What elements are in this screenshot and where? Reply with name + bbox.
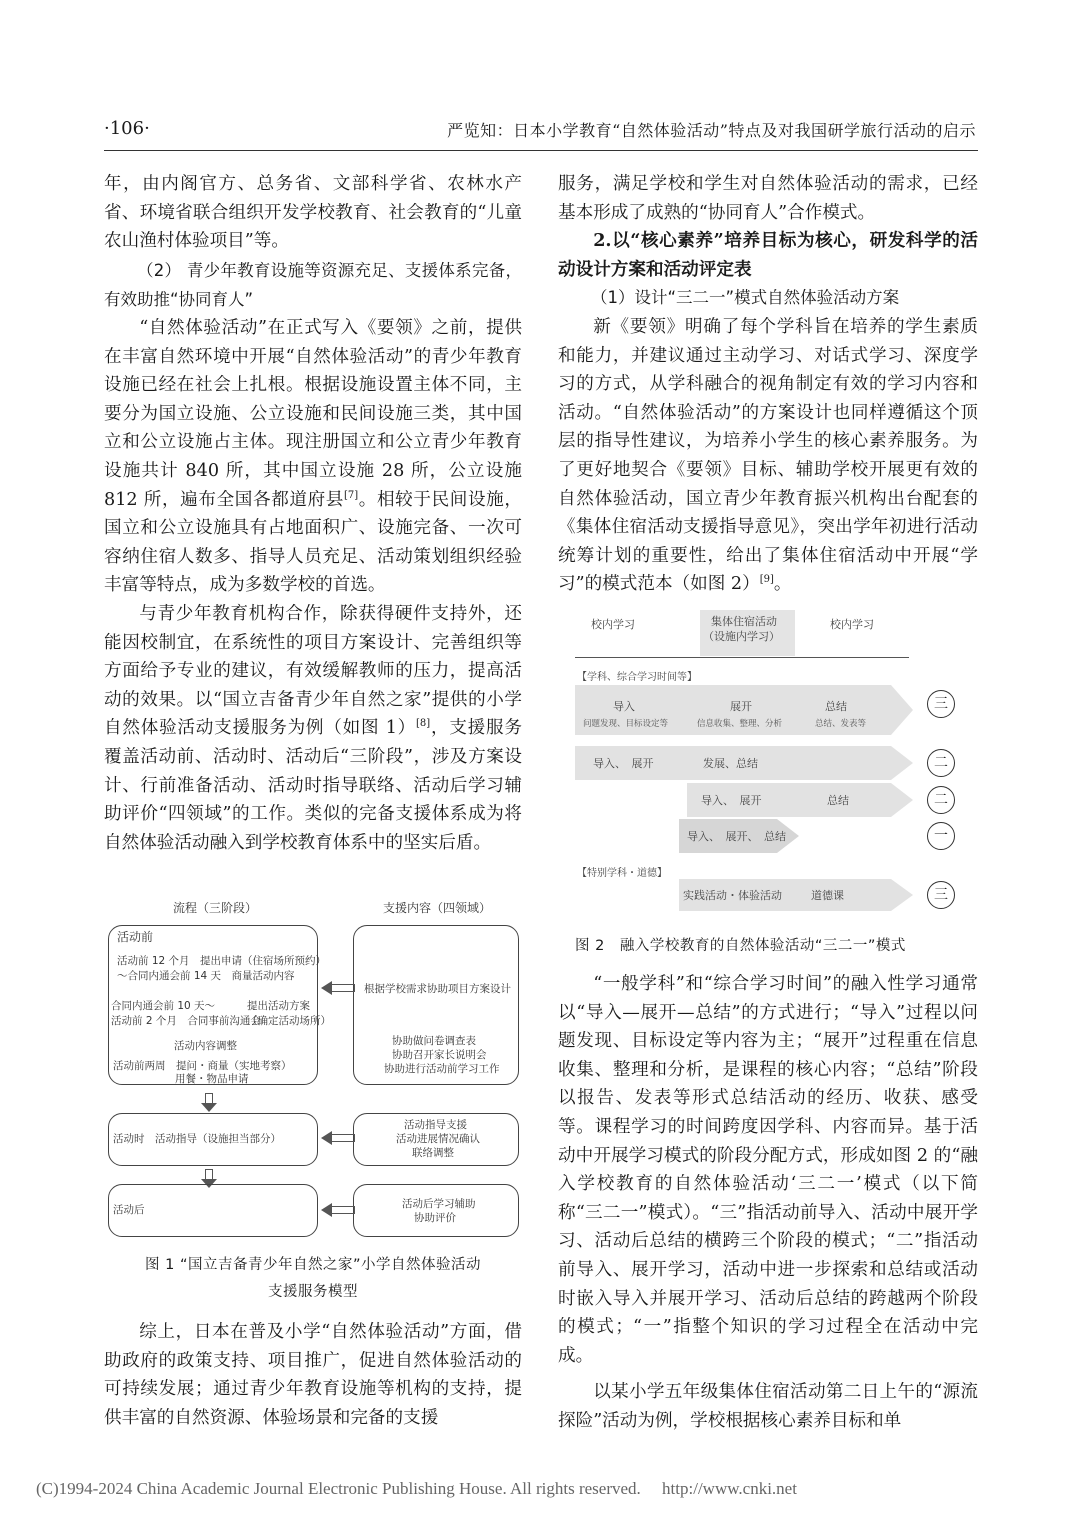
arrow-left-3 bbox=[321, 1203, 355, 1217]
citation-8: [8] bbox=[416, 718, 431, 730]
before-line-2: ～合同内通会前 14 天 商量活动内容 bbox=[117, 970, 295, 982]
after-stage-box bbox=[108, 1184, 318, 1237]
section-heading-2: 2.以“核心素养”培养目标为核心，研发科学的活动设计方案和活动评定表 bbox=[558, 230, 978, 280]
left-paragraph-1: 年，由内阁官方、总务省、文部科学省、农林水产省、环境省联合组织开发学校教育、社会教育的“儿童农山渔村体验项目”等。 bbox=[104, 174, 522, 252]
before-stage-title: 活动前 bbox=[117, 930, 154, 944]
before-support-2: 协助做问卷调查表 bbox=[392, 1035, 476, 1047]
right-paragraph-1: 服务，满足学校和学生对自然体验活动的需求，已经基本形成了成熟的“协同育人”合作模式。 bbox=[558, 174, 978, 223]
left-paragraph-3-text-b: ，支援服务覆盖活动前、活动时、活动后“三阶段”，涉及方案设计、行前准备活动、活动时指导联络、活动后学习辅助评价“四领域”的工作。类似的完备支援体系成为将自然体验活动融入到学校教育体系中的坚实后盾。 bbox=[104, 718, 522, 853]
row-4-mark: 一 bbox=[927, 822, 955, 850]
citation-9: [9] bbox=[759, 574, 774, 586]
before-stage-box bbox=[108, 925, 331, 1085]
figure-2-caption: 图 2 融入学校教育的自然体验活动“三二一”模式 bbox=[575, 938, 906, 954]
figure-1 bbox=[103, 895, 523, 1240]
during-support-1: 活动指导支援 bbox=[404, 1119, 467, 1131]
right-paragraph-3: “一般学科”和“综合学习时间”的融入性学习通常以“导入—展开—总结”的方式进行；“导入”过程以问题发现、目标设定等内容为主；“展开”过程重在信息收集、整理和分析，是课程的核心内容；“总结”阶段以报告、发表等形式总结活动的经历、收获、感受等。课程学习的时间跨度因学科、内容而异。基于活动中开展学习模式的阶段分配方式，形成如图 2 的“融入学校教育的自然体验活动‘三二一’模式（以下简称“三二一”模式）。“三”指活动前导入、活动中展开学习、活动后总结的横跨三个阶段的模式；“二”指活动前导入、展开学习，活动中进一步探索和总结或活动时嵌入导入并展开学习、活动后总结的跨越两个阶段的模式；“一”指整个知识的学习过程全在活动中完成。 bbox=[558, 974, 978, 1366]
arrow-down-1 bbox=[203, 1093, 215, 1113]
figure-1-caption-line-1: 图 1 “国立吉备青少年自然之家”小学自然体验活动 bbox=[145, 1257, 481, 1273]
right-paragraph-4: 以某小学五年级集体住宿活动第二日上午的“源流探险”活动为例，学校根据核心素养目标和单 bbox=[558, 1382, 978, 1431]
figure-2-head-mid-2: （设施内学习） bbox=[703, 630, 780, 643]
during-stage-box bbox=[108, 1113, 318, 1166]
after-support-box bbox=[353, 1184, 519, 1237]
row-5-activity: 实践活动・体验活动 bbox=[683, 889, 782, 902]
before-line-3b: 提出活动方案 bbox=[247, 1000, 310, 1012]
left-subheading: （2） 青少年教育设施等资源充足、支援体系完备，有效助推“协同育人” bbox=[104, 261, 522, 309]
right-paragraph-2-text-a: 新《要领》明确了每个学科旨在培养的学生素质和能力，并建议通过主动学习、对话式学习、深度学习的方式，从学科融合的视角制定有效的学习内容和活动。“自然体验活动”的方案设计也同样遵循这个顶层的指导性建议，为培养小学生的核心素养服务。为了更好地契合《要领》目标、辅助学校开展更有效的自然体验活动，国立青少年教育振兴机构出台配套的《集体住宿活动支援指导意见》，突出学年初进行活动统筹计划的重要性，给出了集体住宿活动中开展“学习”的模式范本（如图 2） bbox=[558, 317, 978, 595]
row-1-summary: 总结 bbox=[825, 700, 847, 713]
left-paragraph-2-text-b: 。相较于民间设施，国立和公立设施具有占地面积广、设施完备、一次可容纳住宿人数多、指导人员充足、活动策划组织经验丰富等特点，成为多数学校的首选。 bbox=[104, 489, 522, 596]
before-line-7: 用餐・物品申请 bbox=[175, 1073, 249, 1085]
row-1-summary-sub: 总结、发表等 bbox=[815, 719, 867, 729]
after-support-2: 协助评价 bbox=[414, 1212, 456, 1224]
row-3-summary: 总结 bbox=[827, 794, 849, 807]
figure-1-caption-line-2: 支援服务模型 bbox=[268, 1284, 358, 1300]
before-line-4: 活动前 2 个月 合同事前沟通会 bbox=[111, 1015, 261, 1027]
page-number: ·106· bbox=[104, 118, 150, 139]
before-support-box bbox=[353, 925, 519, 1085]
left-paragraph-3 bbox=[104, 600, 522, 857]
right-paragraph-2 bbox=[558, 313, 978, 599]
during-support-2: 活动进展情况确认 bbox=[396, 1133, 480, 1145]
row-1-develop: 展开 bbox=[730, 700, 752, 713]
before-line-3: 合同内通会前 10 天～ bbox=[111, 1000, 216, 1012]
row-1-develop-sub: 信息收集、整理、分析 bbox=[697, 719, 783, 729]
row-3-mark: 二 bbox=[927, 786, 955, 814]
left-paragraph-2 bbox=[104, 314, 522, 600]
row-2-summary: 发展、总结 bbox=[703, 757, 758, 770]
before-support-4: 协助进行活动前学习工作 bbox=[384, 1063, 500, 1075]
before-line-6: 活动前两周 提问・商量（实地考察） bbox=[113, 1060, 292, 1072]
after-support-1: 活动后学习辅助 bbox=[402, 1198, 476, 1210]
row-5-mark: 三 bbox=[927, 881, 955, 909]
row-2-intro: 导入、 展开 bbox=[593, 757, 654, 770]
row-1-intro: 导入 bbox=[613, 700, 635, 713]
header-rule bbox=[104, 150, 978, 151]
before-line-1: 活动前 12 个月 提出申请（住宿场所预约） bbox=[117, 955, 327, 967]
arrow-left-1 bbox=[321, 981, 355, 995]
figure-1-col-right-title: 支援内容（四领域） bbox=[383, 901, 492, 915]
before-line-4b: （确定活动场所） bbox=[247, 1015, 331, 1027]
row-4-intro: 导入、 展开、 总结 bbox=[687, 830, 786, 843]
row-2-mark: 二 bbox=[927, 749, 955, 777]
during-support-3: 联络调整 bbox=[412, 1147, 454, 1159]
figure-2-group-1: 【学科、综合学习时间等】 bbox=[577, 672, 697, 683]
row-3-intro: 导入、 展开 bbox=[701, 794, 762, 807]
figure-2-header-rule bbox=[575, 657, 909, 658]
figure-2-group-2: 【特别学科・道德】 bbox=[577, 868, 667, 879]
right-subheading: （1）设计“三二一”模式自然体验活动方案 bbox=[591, 288, 900, 307]
after-stage-title: 活动后 bbox=[113, 1204, 145, 1216]
figure-2-head-left: 校内学习 bbox=[591, 618, 635, 631]
figure-1-caption bbox=[104, 1252, 522, 1306]
before-support-1: 根据学校需求协助项目方案设计 bbox=[364, 983, 511, 995]
copyright-footer: (C)1994-2024 China Academic Journal Electronic Publishing House. All rights reserved. http://www.cnki.net bbox=[36, 1479, 797, 1498]
running-title: 严览知：日本小学教育“自然体验活动”特点及对我国研学旅行活动的启示 bbox=[447, 121, 976, 140]
figure-2-head-mid-1: 集体住宿活动 bbox=[711, 615, 777, 628]
left-paragraph-3-text-a: 与青少年教育机构合作，除获得硬件支持外，还能因校制宜，在系统性的项目方案设计、完善组织等方面给予专业的建议，有效缓解教师的压力，提高活动的效果。以“国立吉备青少年自然之家”提供的小学自然体验活动支援服务为例（如图 1） bbox=[104, 604, 522, 739]
during-support-box bbox=[353, 1113, 519, 1166]
during-stage-title: 活动时 活动指导（设施担当部分） bbox=[113, 1133, 281, 1145]
left-paragraph-4: 综上，日本在普及小学“自然体验活动”方面，借助政府的政策支持、项目推广，促进自然体验活动的可持续发展；通过青少年教育设施等机构的支持，提供丰富的自然资源、体验场景和完备的支援 bbox=[104, 1322, 522, 1428]
before-support-3: 协助召开家长说明会 bbox=[392, 1049, 487, 1061]
figure-2 bbox=[575, 605, 970, 925]
row-5-moral: 道德课 bbox=[811, 889, 844, 902]
arrow-left-2 bbox=[321, 1131, 355, 1145]
row-1-mark: 三 bbox=[927, 690, 955, 718]
row-1-intro-sub: 问题发现、目标设定等 bbox=[583, 719, 669, 729]
before-line-5: 活动内容调整 bbox=[174, 1040, 237, 1052]
figure-1-col-left-title: 流程（三阶段） bbox=[173, 901, 258, 915]
citation-7: [7] bbox=[344, 489, 359, 501]
figure-2-head-right: 校内学习 bbox=[830, 618, 874, 631]
right-paragraph-2-text-b: 。 bbox=[773, 574, 792, 595]
left-paragraph-2-text-a: “自然体验活动”在正式写入《要领》之前，提供在丰富自然环境中开展“自然体验活动”的青少年教育设施已经在社会上扎根。根据设施设置主体不同，主要分为国立设施、公立设施和民间设施三类，其中国立和公立设施占主体。现注册国立和公立青少年教育设施共计 840 所，其中国立设施 28 所，公立设施 812 所，遍布全国各都道府县 bbox=[104, 318, 522, 510]
